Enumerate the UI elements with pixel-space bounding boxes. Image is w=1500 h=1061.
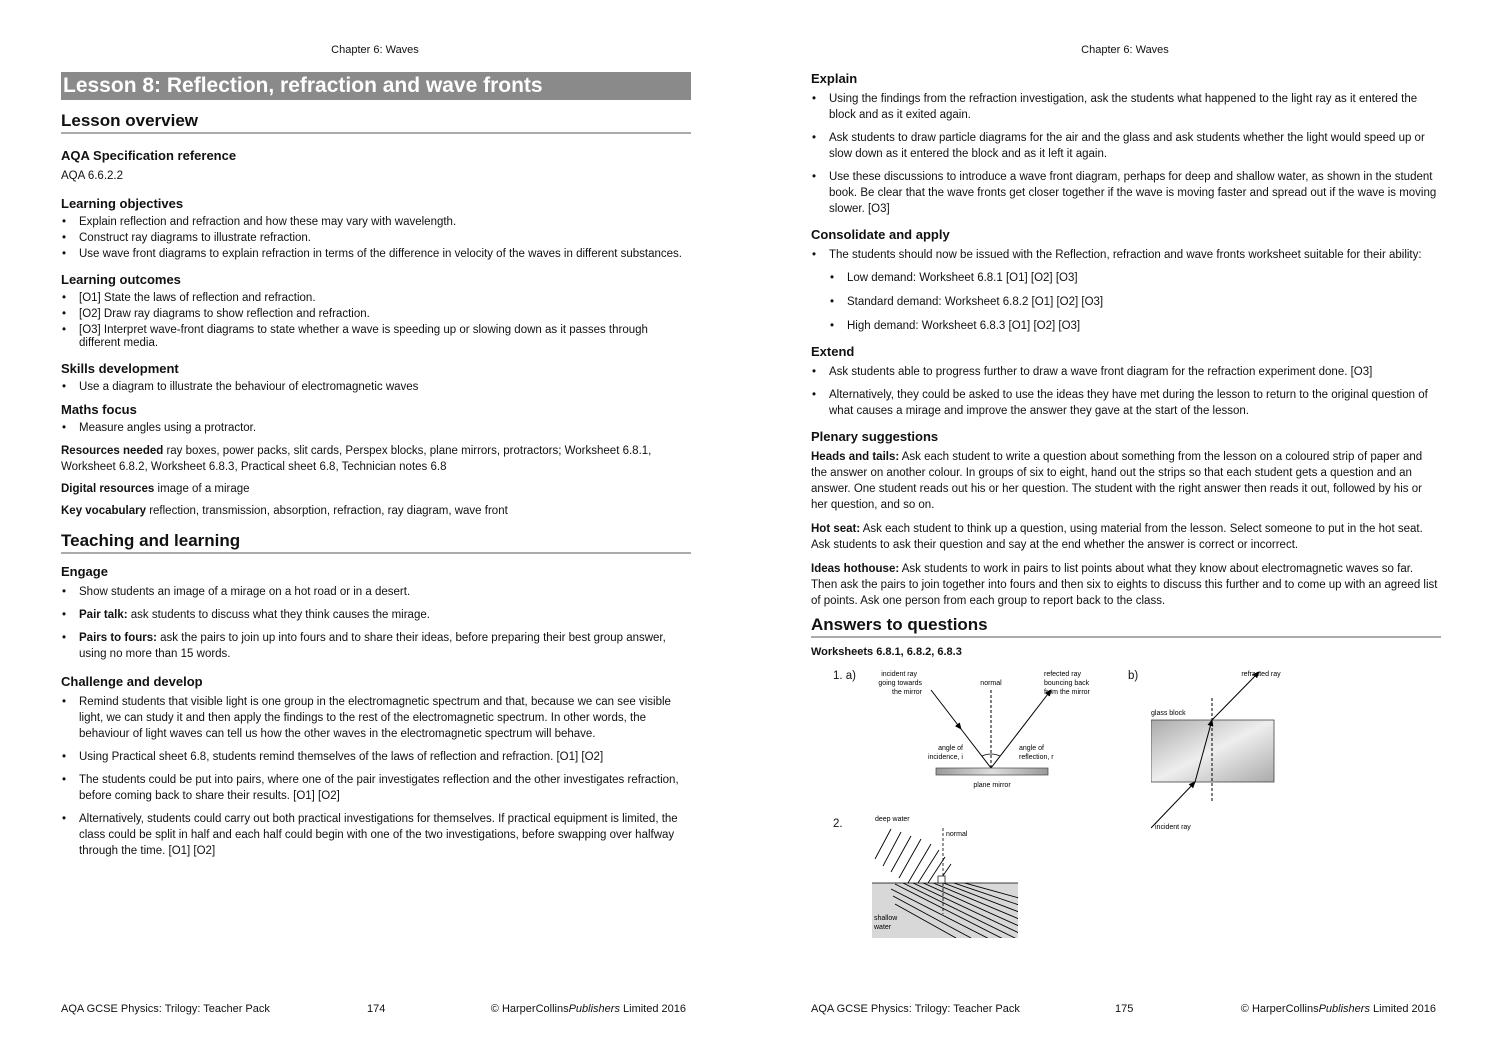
right-angle-marker bbox=[938, 876, 945, 883]
glass-label: glass block bbox=[1151, 710, 1186, 717]
lesson-overview-heading: Lesson overview bbox=[61, 111, 691, 134]
explain-heading: Explain bbox=[811, 71, 858, 86]
list-item: • Use a diagram to illustrate the behaviour of electromagnetic waves bbox=[61, 381, 691, 394]
angle-i-label-1: angle of bbox=[938, 745, 963, 752]
footer-title: AQA GCSE Physics: Trilogy: Teacher Pack bbox=[811, 1003, 1020, 1015]
plenary-heads-and-tails bbox=[811, 449, 1441, 513]
reflected-label-3: from the mirror bbox=[1044, 689, 1090, 696]
emerging-ray bbox=[1212, 672, 1259, 720]
worksheets-label: Worksheets 6.8.1, 6.8.2, 6.8.3 bbox=[811, 646, 962, 658]
list-item: • Ask students to draw particle diagrams for the air and the glass and ask students whether the light would speed up or slow down as it entered the block and as it left it again. bbox=[811, 130, 1441, 162]
plenary-text: Ask each student to think up a question, using material from the lesson. Select someone to put in the hot seat. Ask students to ask their question and say at the end whether the answer is correct or incorrect. bbox=[811, 523, 1423, 551]
digital-label: Digital resources bbox=[61, 483, 155, 495]
answers-heading: Answers to questions bbox=[811, 615, 1441, 638]
list-item: • Show students an image of a mirage on a hot road or in a desert. bbox=[61, 584, 691, 600]
extend-list bbox=[811, 364, 1441, 419]
plenary-label: Hot seat: bbox=[811, 523, 861, 535]
objectives-heading: Learning objectives bbox=[61, 196, 184, 211]
shallow-label-1: shallow bbox=[874, 915, 898, 922]
spec-value: AQA 6.6.2.2 bbox=[61, 170, 124, 182]
explain-list bbox=[811, 91, 1441, 217]
angle-r-label-2: reflection, r bbox=[1019, 754, 1054, 761]
vocab-text: reflection, transmission, absorption, refraction, ray diagram, wave front bbox=[146, 505, 508, 517]
objectives-list bbox=[61, 216, 691, 261]
copyright-pre: © HarperCollins bbox=[1240, 1003, 1319, 1015]
plenary-heading: Plenary suggestions bbox=[811, 429, 939, 444]
list-item: • Use these discussions to introduce a wave front diagram, perhaps for deep and shallow water, as shown in the student book. Be clear that the wave fronts get closer together if the wave is moving faster and spread out if the wave is moving slower. [O3] bbox=[811, 169, 1441, 217]
incident-ray-segment bbox=[961, 729, 991, 768]
incident-label-2: going towards bbox=[878, 680, 922, 687]
list-item: • [O3] Interpret wave-front diagrams to state whether a wave is speeding up or slowing down as it passes through different media. bbox=[61, 324, 691, 350]
challenge-list bbox=[61, 694, 691, 859]
copyright bbox=[1241, 1003, 1436, 1015]
plenary-label: Ideas hothouse: bbox=[811, 563, 900, 575]
plenary-text: Ask each student to write a question about something from the lesson on a coloured strip of paper and the answer on another colour. In groups of six to eight, hand out the strips so that each student gets a question and an answer. One student reads out his or her question. The student with the right answer then reads it out, followed by his or her question, and so on. bbox=[811, 451, 1423, 511]
incident-label: incident ray bbox=[1155, 824, 1191, 831]
list-item: • [O2] Draw ray diagrams to show reflection and refraction. bbox=[61, 308, 691, 321]
list-item: • [O1] State the laws of reflection and refraction. bbox=[61, 292, 691, 305]
outcomes-heading: Learning outcomes bbox=[61, 272, 181, 287]
list-item: • Using Practical sheet 6.8, students remind themselves of the laws of reflection and refraction. [O1] [O2] bbox=[61, 749, 691, 765]
maths-list bbox=[61, 422, 691, 435]
wave-front-diagram bbox=[871, 814, 1021, 939]
list-item: • High demand: Worksheet 6.8.3 [O1] [O2] [O3] bbox=[829, 318, 1441, 334]
list-item: • Using the findings from the refraction investigation, ask the students what happened to the light ray as it entered the block and as it exited again. bbox=[811, 91, 1441, 123]
plenary-ideas-hothouse bbox=[811, 561, 1441, 609]
plenary-text: Ask students to work in pairs to list points about what they know about electromagnetic waves so far. Then ask the pairs to join together into fours and then six to eights to discuss this further and to come up with an agreed list of points. Ask one person from each group to report back to the class. bbox=[811, 563, 1438, 607]
copyright-post: Limited 2016 bbox=[1369, 1003, 1436, 1015]
digital-resources bbox=[61, 481, 691, 497]
pair-talk-label: Pair talk: bbox=[79, 609, 128, 621]
vocab-label: Key vocabulary bbox=[61, 505, 147, 517]
pairs-to-fours-label: Pairs to fours: bbox=[79, 632, 157, 644]
angle-r-label-1: angle of bbox=[1019, 745, 1044, 752]
list-item: • Alternatively, students could carry out both practical investigations for themselves. If practical equipment is limited, the class could be split in half and each half could begin with one of the two investigations, before swapping over halfway through the time. [O1] [O2] bbox=[61, 811, 691, 859]
deep-water-label: deep water bbox=[875, 816, 910, 823]
list-item: • Explain reflection and refraction and how these may vary with wavelength. bbox=[61, 216, 691, 229]
list-item: • Measure angles using a protractor. bbox=[61, 422, 691, 435]
running-head: Chapter 6: Waves bbox=[1081, 44, 1169, 56]
list-item bbox=[61, 630, 691, 662]
demand-list bbox=[811, 270, 1441, 334]
list-item: • The students could be put into pairs, where one of the pair investigates reflection and the other investigates refraction, before coming back to share their results. [O1] [O2] bbox=[61, 772, 691, 804]
challenge-heading: Challenge and develop bbox=[61, 674, 203, 689]
engage-list bbox=[61, 584, 691, 662]
pairs-to-fours-text: ask the pairs to join up into fours and to share their ideas, before preparing their best group answer, using no more than 15 words. bbox=[79, 632, 666, 660]
incident-label-3: the mirror bbox=[892, 689, 922, 696]
shallow-label-2: water bbox=[874, 924, 892, 931]
incident-label-1: incident ray bbox=[881, 671, 917, 678]
list-item bbox=[61, 607, 691, 623]
plenary-label: Heads and tails: bbox=[811, 451, 900, 463]
deep-wave-fronts bbox=[875, 829, 951, 883]
skills-list bbox=[61, 381, 691, 394]
digital-text: image of a mirage bbox=[154, 483, 250, 495]
copyright bbox=[491, 1003, 686, 1015]
question-1b-label: b) bbox=[1128, 670, 1139, 682]
outcomes-list bbox=[61, 292, 691, 350]
list-item: • Alternatively, they could be asked to use the ideas they have met during the lesson to return to the original question of what causes a mirage and improve the answer they gave at the start of the lesson. bbox=[811, 387, 1441, 419]
mirror-label: plane mirror bbox=[973, 782, 1011, 789]
question-1a-label: 1. a) bbox=[833, 670, 857, 682]
question-2-label: 2. bbox=[833, 818, 843, 830]
spec-heading: AQA Specification reference bbox=[61, 148, 237, 163]
list-item: • Standard demand: Worksheet 6.8.2 [O1] [O2] [O3] bbox=[829, 294, 1441, 310]
footer-title: AQA GCSE Physics: Trilogy: Teacher Pack bbox=[61, 1003, 270, 1015]
answer-diagrams bbox=[811, 668, 1441, 958]
skills-heading: Skills development bbox=[61, 361, 179, 376]
reflected-label-2: bouncing back bbox=[1044, 680, 1090, 687]
list-item: • Ask students able to progress further to draw a wave front diagram for the refraction experiment done. [O3] bbox=[811, 364, 1441, 380]
extend-heading: Extend bbox=[811, 344, 855, 359]
running-head: Chapter 6: Waves bbox=[331, 44, 419, 56]
page-number: 175 bbox=[1115, 1003, 1134, 1015]
list-item: • Low demand: Worksheet 6.8.1 [O1] [O2] [O3] bbox=[829, 270, 1441, 286]
key-vocabulary bbox=[61, 503, 691, 519]
incident-ray bbox=[1151, 782, 1195, 828]
copyright-italic: Publishers bbox=[1318, 1003, 1370, 1015]
copyright-post: Limited 2016 bbox=[619, 1003, 686, 1015]
consolidate-heading: Consolidate and apply bbox=[811, 227, 950, 242]
copyright-pre: © HarperCollins bbox=[490, 1003, 569, 1015]
copyright-italic: Publishers bbox=[568, 1003, 620, 1015]
resources-text: ray boxes, power packs, slit cards, Perspex blocks, plane mirrors, protractors; Worksheet 6.8.1, Worksheet 6.8.2, Worksheet 6.8.3, Practical sheet 6.8, Technician notes 6.8 bbox=[61, 445, 652, 473]
resources-label: Resources needed bbox=[61, 445, 164, 457]
reflection-diagram bbox=[871, 668, 1111, 798]
normal-label: normal bbox=[946, 831, 968, 838]
page-content bbox=[61, 72, 691, 866]
angle-i-label-2: incidence, i bbox=[927, 754, 963, 761]
page-number: 174 bbox=[367, 1003, 386, 1015]
refraction-diagram bbox=[1151, 668, 1321, 838]
refracted-label: refracted ray bbox=[1241, 671, 1281, 678]
page-content bbox=[811, 65, 1441, 958]
pair-talk-text: ask students to discuss what they think causes the mirage. bbox=[127, 609, 430, 621]
reflected-label-1: refected ray bbox=[1044, 671, 1081, 678]
list-item: • Use wave front diagrams to explain refraction in terms of the difference in velocity of the waves in different substances. bbox=[61, 248, 691, 261]
page-175 bbox=[750, 0, 1500, 1061]
plenary-hot-seat bbox=[811, 521, 1441, 553]
consolidate-list bbox=[811, 247, 1441, 263]
list-item: • Remind students that visible light is one group in the electromagnetic spectrum and that, because we can see visible light, we can study it and then apply the findings to the rest of the electromagnetic spectrum. In other words, the behaviour of light waves can tell us how the other waves in the electromagnetic spectrum will behave. bbox=[61, 694, 691, 742]
maths-heading: Maths focus bbox=[61, 402, 137, 417]
lesson-title: Lesson 8: Reflection, refraction and wave fronts bbox=[61, 72, 691, 100]
plane-mirror bbox=[936, 768, 1048, 775]
normal-label: normal bbox=[980, 680, 1002, 687]
list-item: • Construct ray diagrams to illustrate refraction. bbox=[61, 232, 691, 245]
incident-ray bbox=[931, 690, 961, 729]
teaching-heading: Teaching and learning bbox=[61, 531, 691, 554]
engage-heading: Engage bbox=[61, 564, 108, 579]
resources-needed bbox=[61, 443, 691, 475]
list-item: • The students should now be issued with the Reflection, refraction and wave fronts worksheet suitable for their ability: bbox=[811, 247, 1441, 263]
